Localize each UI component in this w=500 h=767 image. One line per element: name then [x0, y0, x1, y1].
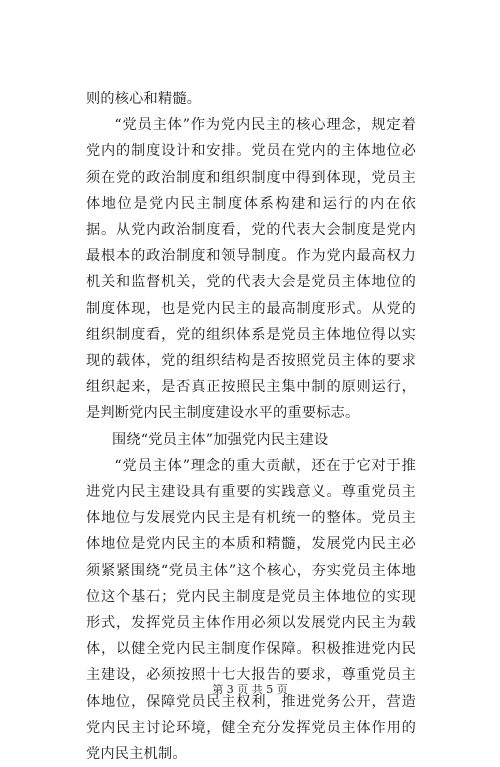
paragraph-party-member-subject-concept: “党员主体”作为党内民主的核心理念，规定着党内的制度设计和安排。党员在党内的主体地位必须在党的政治制度和组织制度中得到体现，党员主体地位是党内民主制度体系构建和运行的内在依据。从党内政治制度看，党的代表大会制度是党内最根本的政治制度和领导制度。作为党内最高权力机关和监督机关，党的代表大会是党员主体地位的制度体现，也是党内民主的最高制度形式。从党的组织制度看，党的组织体系是党员主体地位得以实现的载体，党的组织结构是否按照党员主体的要求组织起来，是否真正按照民主集中制的原则运行，是判断党内民主制度建设水平的重要标志。: [86, 117, 416, 422]
paragraph-practical-significance: “党员主体”理念的重大贡献，还在于它对于推进党内民主建设具有重要的实践意义。尊重党员主体地位与发展党内民主是有机统一的整体。党员主体地位是党内民主的本质和精髓，发展党内民主必须紧紧围绕“党员主体”这个核心，夯实党员主体地位这个基石；党内民主制度是党员主体地位的实现形式，发挥党员主体作用必须以发展党内民主为载体，以健全党内民主制度作保障。积极推进党内民主建设，必须按照十七大报告的要求，尊重党员主体地位，保障党员民主权利，推进党务公开，营造党内民主讨论环境，健全充分发挥党员主体作用的党内民主机制。: [86, 457, 416, 763]
paragraph-continuation: 则的核心和精髓。: [86, 91, 202, 107]
page-number-footer: 第 3 页 共 5 页: [212, 683, 288, 696]
section-heading: 围绕“党员主体”加强党内民主建设: [112, 431, 329, 448]
body-text: [86, 86, 416, 767]
